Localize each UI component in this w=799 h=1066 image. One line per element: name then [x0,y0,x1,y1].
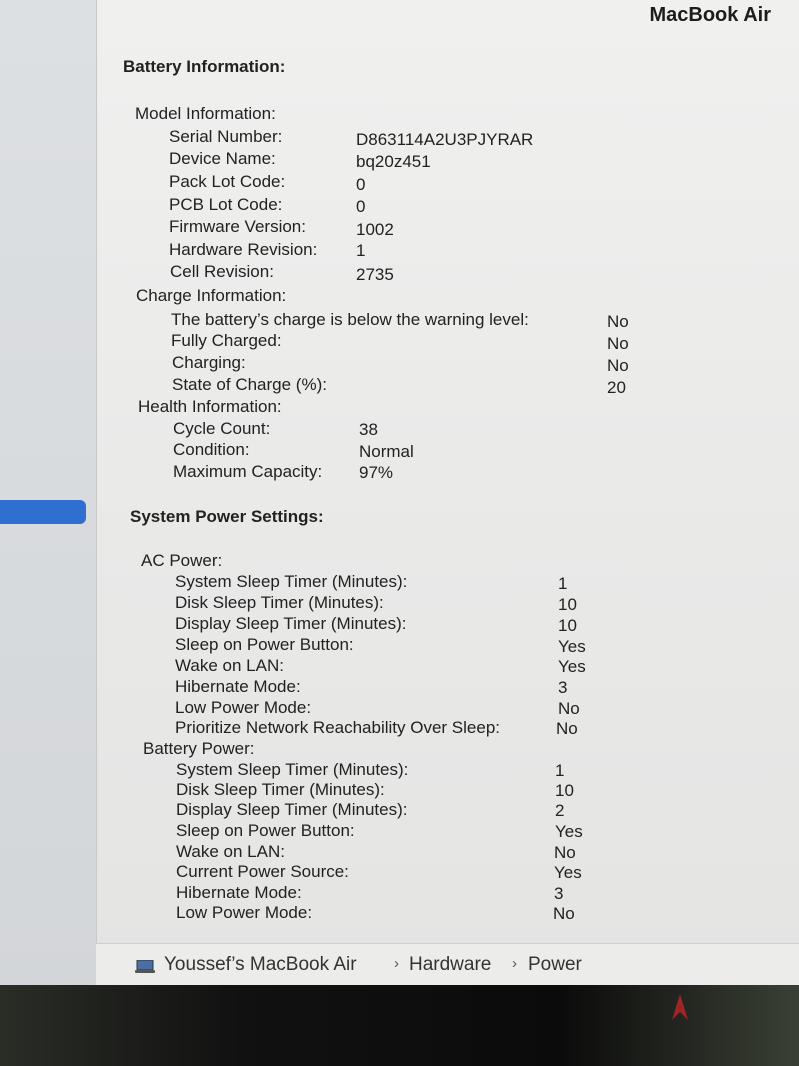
ac-hibernate-mode-value: 3 [558,678,568,697]
pack-lot-code-value: 0 [356,175,366,194]
bat-system-sleep-value: 1 [555,761,565,780]
battery-information-heading: Battery Information: [123,57,286,76]
bat-current-power-source-label: Current Power Source: [176,862,349,881]
ac-power-label: AC Power: [141,551,223,570]
ac-sleep-power-button-value: Yes [558,637,586,656]
ac-prioritize-network-value: No [556,719,578,738]
path-power[interactable]: Power [528,954,582,975]
device-name-value: bq20z451 [356,152,431,171]
hardware-revision-label: Hardware Revision: [169,240,318,259]
model-information-label: Model Information: [135,104,276,123]
firmware-version-value: 1002 [356,220,394,239]
chevron-right-icon: › [512,955,517,972]
system-power-settings-heading: System Power Settings: [130,507,324,526]
pack-lot-code-label: Pack Lot Code: [169,172,286,191]
charging-label: Charging: [172,353,246,372]
bat-wake-on-lan-value: No [554,843,576,862]
hardware-revision-value: 1 [356,241,366,260]
fully-charged-label: Fully Charged: [171,331,282,350]
bat-wake-on-lan-label: Wake on LAN: [176,842,285,861]
maximum-capacity-value: 97% [359,463,394,482]
maximum-capacity-label: Maximum Capacity: [173,462,323,481]
bat-hibernate-mode-value: 3 [554,884,564,903]
path-hardware[interactable]: Hardware [409,954,492,975]
path-device[interactable]: Youssef’s MacBook Air [164,954,357,975]
ac-display-sleep-label: Display Sleep Timer (Minutes): [175,614,407,633]
screen-bezel [0,985,799,1066]
state-of-charge-value: 20 [607,378,626,397]
bat-disk-sleep-label: Disk Sleep Timer (Minutes): [176,780,385,799]
cycle-count-label: Cycle Count: [173,419,271,438]
bat-display-sleep-value: 2 [555,801,565,820]
warning-level-label: The battery’s charge is below the warning level: [171,310,529,329]
ac-disk-sleep-label: Disk Sleep Timer (Minutes): [175,593,384,612]
ac-disk-sleep-value: 10 [558,595,577,614]
brand-logo-icon [668,992,692,1022]
charging-value: No [607,356,629,375]
warning-level-value: No [607,312,629,331]
bat-display-sleep-label: Display Sleep Timer (Minutes): [176,800,408,819]
charge-information-label: Charge Information: [136,286,287,305]
serial-number-value: D863114A2U3PJYRAR [356,130,534,149]
ac-hibernate-mode-label: Hibernate Mode: [175,677,301,696]
ac-wake-on-lan-value: Yes [558,657,586,676]
ac-system-sleep-value: 1 [558,574,568,593]
ac-low-power-mode-label: Low Power Mode: [175,698,312,717]
battery-power-label: Battery Power: [143,739,255,758]
bat-hibernate-mode-label: Hibernate Mode: [176,883,302,902]
bat-system-sleep-label: System Sleep Timer (Minutes): [176,760,409,779]
window-title: MacBook Air [649,4,771,26]
cell-revision-value: 2735 [356,265,394,284]
path-bar [96,943,799,985]
chevron-right-icon: › [394,955,399,972]
firmware-version-label: Firmware Version: [169,217,306,236]
condition-label: Condition: [173,440,250,459]
ac-sleep-power-button-label: Sleep on Power Button: [175,635,354,654]
state-of-charge-label: State of Charge (%): [172,375,327,394]
bat-low-power-mode-value: No [553,904,575,923]
pcb-lot-code-value: 0 [356,197,366,216]
laptop-icon [135,960,155,973]
condition-value: Normal [359,442,414,461]
bat-low-power-mode-label: Low Power Mode: [176,903,313,922]
ac-display-sleep-value: 10 [558,616,577,635]
serial-number-label: Serial Number: [169,127,283,146]
ac-system-sleep-label: System Sleep Timer (Minutes): [175,572,408,591]
ac-prioritize-network-label: Prioritize Network Reachability Over Sleep: [175,718,501,737]
ac-low-power-mode-value: No [558,699,580,718]
ac-wake-on-lan-label: Wake on LAN: [175,656,284,675]
bat-sleep-power-button-value: Yes [555,822,583,841]
fully-charged-value: No [607,334,629,353]
bat-disk-sleep-value: 10 [555,781,574,800]
pcb-lot-code-label: PCB Lot Code: [169,195,283,214]
cell-revision-label: Cell Revision: [170,262,274,281]
health-information-label: Health Information: [138,397,282,416]
bat-sleep-power-button-label: Sleep on Power Button: [176,821,355,840]
cycle-count-value: 38 [359,420,378,439]
bat-current-power-source-value: Yes [554,863,582,882]
device-name-label: Device Name: [169,149,276,168]
